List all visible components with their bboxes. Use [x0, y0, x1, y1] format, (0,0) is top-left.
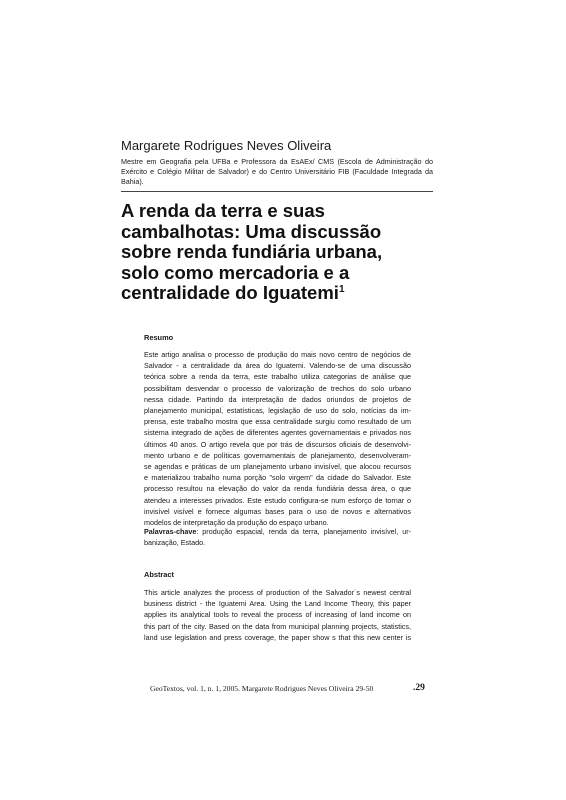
resumo-line: possibilitam desvendar o processo de valorização de trechos do solo urbano	[144, 383, 411, 393]
resumo-line: atendeu a interesses privados. Este estudo configura-se num esforço de tornar o	[144, 495, 411, 505]
keywords-paragraph	[144, 526, 411, 548]
keywords-label: Palavras-chave	[144, 527, 197, 536]
resumo-line: prensa, este trabalho mostra que essa centralidade surgiu como resultado de um	[144, 417, 411, 427]
resumo-line: teórica sobre a renda da terra, este trabalho utiliza categorias de análise que	[144, 372, 411, 382]
abstract-line: applies its analytical tools to reveal the process of increasing of land income on	[144, 610, 411, 620]
resumo-line: invisível visível e fornece algumas bases para o uso de novos e alternativos	[144, 506, 411, 516]
resumo-line: nessa cidade. Partindo da interpretação de dados oriundos de projetos de	[144, 394, 411, 404]
author-affiliation: Mestre em Geografia pela UFBa e Professora da EsAEx/ CMS (Escola de Administração do Exército e Colégio Militar de Salvador) e do Centro Universitário FIB (Faculdade Integrada da Bahia).	[121, 157, 433, 187]
title-line: sobre renda fundiária urbana,	[121, 241, 383, 262]
resumo-line: mento urbano e de políticas governamentais de planejamento, desenvolveram-	[144, 450, 411, 460]
keywords-line	[144, 526, 411, 537]
resumo-line: últimos 40 anos. O artigo revela que por trás de discursos oficiais de desenvolvi-	[144, 439, 411, 449]
title-footnote-mark[interactable]: 1	[338, 284, 345, 295]
resumo-body	[144, 349, 411, 528]
resumo-line: Este artigo analisa o processo de produção do mais novo centro de negócios de	[144, 350, 411, 359]
resumo-line: e materializou trabalho numa porção "solo virgem" da cidade do Salvador. Este	[144, 473, 411, 483]
resumo-line: planejamento municipal, estatísticas, legislação de uso do solo, notícias da im-	[144, 406, 411, 416]
abstract-body	[144, 587, 411, 643]
page-footer: GeoTextos, vol. 1, n. 1, 2005. Margarete Rodrigues Neves Oliveira 29-50	[150, 684, 374, 693]
resumo-heading: Resumo	[144, 333, 174, 342]
title-line-text: centralidade do Iguatemi	[121, 282, 339, 303]
abstract-heading: Abstract	[144, 570, 174, 579]
title-line-last	[121, 283, 441, 304]
keywords-text: : produção espacial, renda da terra, planejamento invisível, ur-	[196, 527, 411, 536]
title-line: A renda da terra e suas	[121, 200, 325, 221]
resumo-line: sistema integrado de ações de diferentes agentes governamentais e privados nos	[144, 428, 411, 438]
resumo-line: modelos de interpretação da produção do espaço urbano.	[144, 518, 329, 528]
resumo-line: processo resultou na elevação do valor da renda fundiária dessa área, o que	[144, 484, 411, 494]
header-divider	[121, 191, 433, 192]
article-title	[121, 201, 441, 304]
abstract-line: This article analyzes the process of production of the Salvador´s newest central	[144, 588, 411, 597]
title-line: cambalhotas: Uma discussão	[121, 220, 382, 242]
page-number: .29	[413, 683, 425, 693]
title-line: solo como mercadoria e a	[121, 261, 350, 283]
abstract-line: business district - the Iguatemi Area. Using the Land Income Theory, this paper	[144, 599, 411, 609]
resumo-line: Salvador - a centralidade da área do Iguatemi. Valendo-se de uma discussão	[144, 361, 411, 371]
abstract-line: land use legislation and press coverage, the paper show s that this new center is	[144, 632, 411, 642]
author-name: Margarete Rodrigues Neves Oliveira	[121, 138, 332, 153]
abstract-line: this part of the city. Based on the data from municipal planning projects, statistics,	[144, 621, 411, 631]
keywords-line: banização, Estado.	[144, 538, 206, 548]
resumo-line: se agendas e práticas de um planejamento urbano invisível, que alocou recursos	[144, 462, 411, 472]
